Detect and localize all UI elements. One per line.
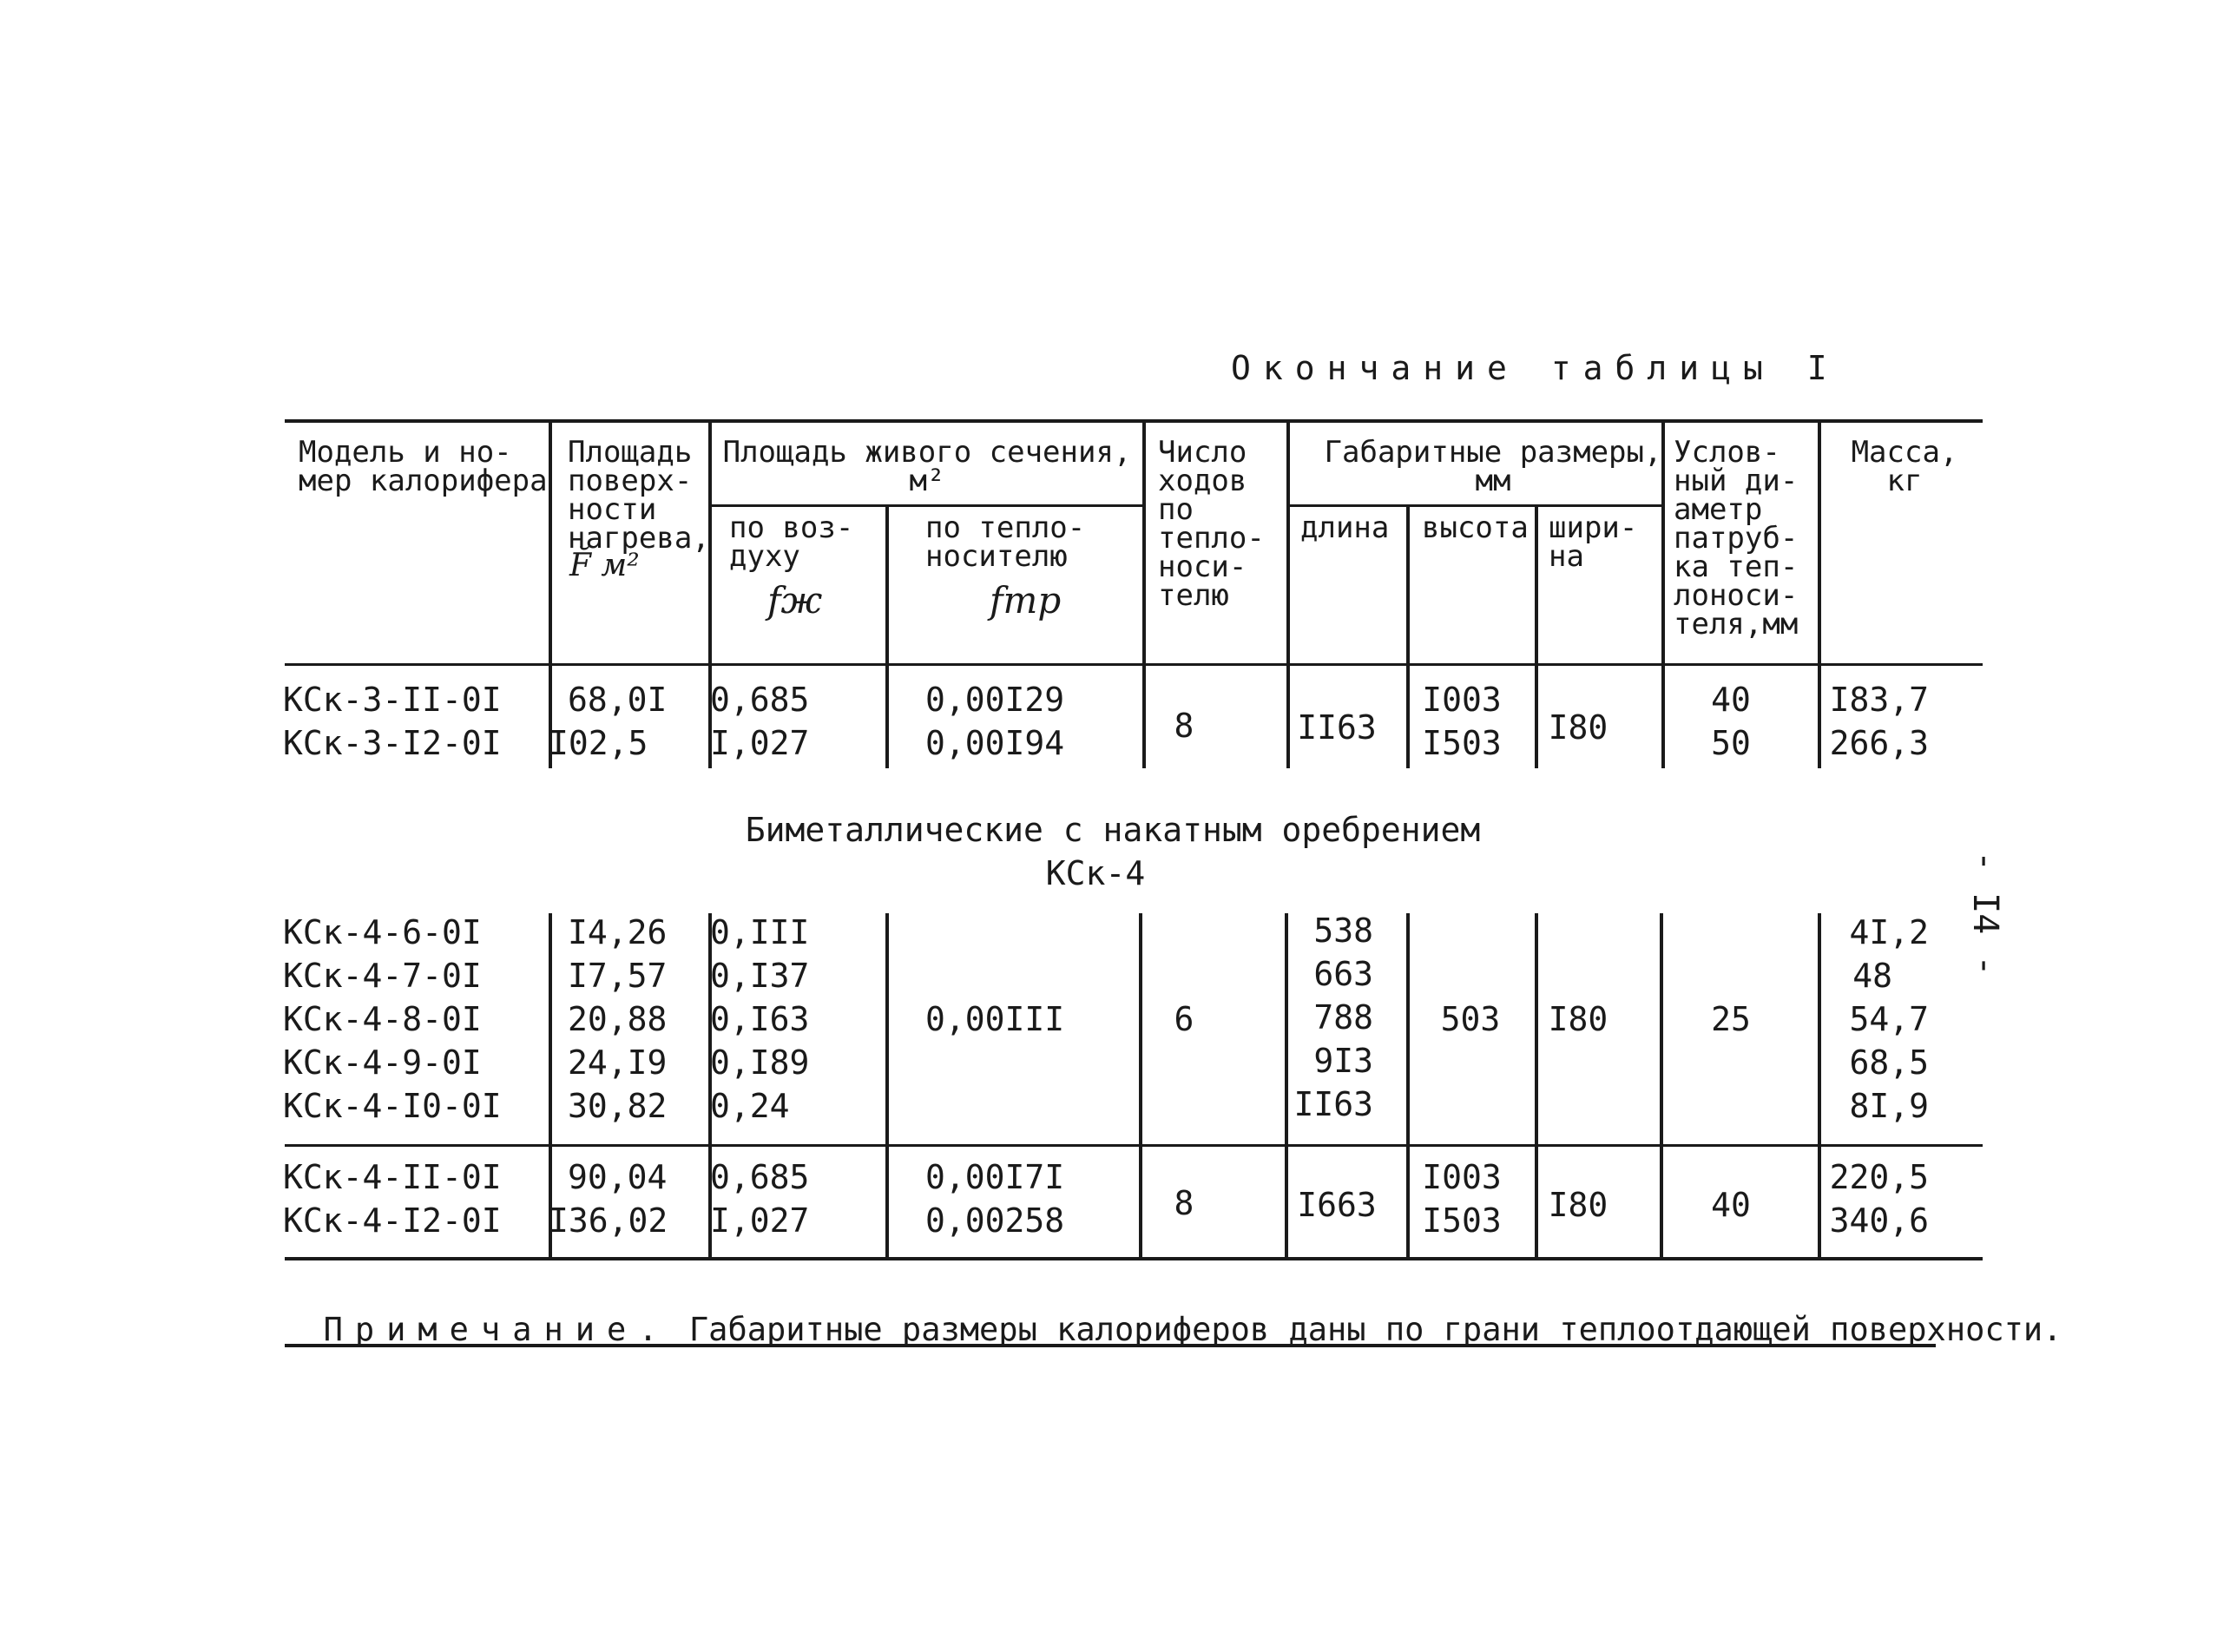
header-section: Площадь живого сечения, м² [722, 435, 1132, 498]
row-section-heat: 0,00I94 [925, 724, 1065, 762]
row-section-air: 0,I63 [710, 1000, 810, 1038]
row-height: I503 [1422, 1201, 1502, 1240]
note-label: Примечание. [323, 1311, 670, 1348]
row-model: КСк-4-I2-0I [283, 1201, 502, 1240]
header-model: Модель и но- мер калорифера [299, 435, 548, 498]
row-area: 30,82 [568, 1087, 668, 1125]
row-section-air: 0,685 [710, 681, 810, 719]
row-height: I003 [1422, 681, 1502, 719]
col-divider [1406, 913, 1410, 1257]
row-mass: 220,5 [1829, 1158, 1929, 1196]
header-length: длина [1300, 510, 1390, 545]
row-mass: 340,6 [1829, 1201, 1929, 1240]
group-passes: 8 [1174, 1184, 1194, 1222]
row-section-air: 0,24 [710, 1087, 790, 1125]
header-dims: Габаритные размеры, мм [1324, 435, 1662, 498]
col-divider [1139, 913, 1142, 1257]
header-area-symbol: F̆ м² [569, 548, 640, 583]
row-mass: 4I,2 [1849, 913, 1929, 951]
col-divider [1286, 419, 1290, 768]
row-mass: 8I,9 [1849, 1087, 1929, 1125]
col-divider [549, 419, 552, 768]
row-section-heat: 0,00I7I [925, 1158, 1065, 1196]
row-mass: 68,5 [1849, 1043, 1929, 1082]
group-width: I80 [1548, 1186, 1608, 1224]
col-divider [1818, 419, 1821, 768]
row-area: 24,I9 [568, 1043, 668, 1082]
col-divider [1406, 504, 1410, 768]
row-model: КСк-4-I0-0I [283, 1087, 502, 1125]
row-section-air: 0,I89 [710, 1043, 810, 1082]
row-model: КСк-4-7-0I [283, 957, 482, 995]
row-section-air: 0,685 [710, 1158, 810, 1196]
col-divider [1535, 504, 1538, 768]
table-bottom-rule [285, 1257, 1983, 1260]
row-area: 90,04 [568, 1158, 668, 1196]
header-passes: Число ходов по тепло- носи- телю [1158, 435, 1265, 613]
col-divider [1661, 419, 1665, 768]
row-area: 68,0I [568, 681, 668, 719]
row-mass: 54,7 [1849, 1000, 1929, 1038]
header-height: высота [1422, 510, 1529, 545]
row-model: КСк-3-I2-0I [283, 724, 502, 762]
row-model: КСк-4-8-0I [283, 1000, 482, 1038]
group-length: I663 [1297, 1186, 1377, 1224]
row-mass: 48 [1852, 957, 1892, 995]
row-mass: I83,7 [1829, 681, 1929, 719]
table-title: Окончание таблицы I [1231, 349, 1839, 387]
group-height: 503 [1440, 1000, 1501, 1038]
header-section-air-symbol: fж [767, 579, 823, 622]
row-length: II63 [1293, 1085, 1373, 1123]
row-height: I503 [1422, 724, 1502, 762]
row-section-air: 0,III [710, 913, 810, 951]
section-title: Биметаллические с накатным оребрением [745, 811, 1481, 849]
row-area: I36,02 [549, 1201, 668, 1240]
col-divider [1142, 419, 1146, 768]
row-length: 663 [1313, 955, 1373, 993]
row-model: КСк-4-II-0I [283, 1158, 502, 1196]
header-width: шири- на [1549, 510, 1638, 574]
row-height: I003 [1422, 1158, 1502, 1196]
col-divider [1818, 913, 1821, 1257]
group-length: II63 [1297, 708, 1377, 747]
row-area: I02,5 [549, 724, 648, 762]
row-model: КСк-4-9-0I [283, 1043, 482, 1082]
group-width: I80 [1548, 708, 1608, 747]
header-diameter: Услов- ный ди- аметр патруб- ка теп- лоноси- теля,мм [1674, 435, 1799, 642]
group-width: I80 [1548, 1000, 1608, 1038]
group-section-heat: 0,00III [925, 1000, 1065, 1038]
col-divider [1535, 913, 1538, 1257]
col-divider [1285, 913, 1288, 1257]
group-diameter: 40 [1711, 1186, 1751, 1224]
header-area: Площадь поверх- ности нагрева, [568, 435, 710, 556]
row-length: 788 [1313, 998, 1373, 1037]
row-section-air: 0,I37 [710, 957, 810, 995]
header-section-heat: по тепло- носителю [925, 510, 1086, 574]
group-passes: 6 [1174, 1000, 1194, 1038]
row-area: 20,88 [568, 1000, 668, 1038]
row-section-air: I,027 [710, 724, 810, 762]
row-length: 9I3 [1313, 1042, 1373, 1080]
group-diameter: 25 [1711, 1000, 1751, 1038]
dims-subheader-rule [1288, 504, 1665, 507]
table-top-rule [285, 419, 1983, 423]
page-number: - I4 - [1965, 851, 2005, 977]
group2-bottom-rule [285, 1144, 1983, 1147]
col-divider [885, 913, 889, 1257]
row-area: I7,57 [568, 957, 668, 995]
row-section-air: I,027 [710, 1201, 810, 1240]
row-model: КСк-4-6-0I [283, 913, 482, 951]
col-divider [885, 504, 889, 768]
row-area: I4,26 [568, 913, 668, 951]
header-bottom-rule [285, 663, 1983, 666]
section-subtitle: КСк-4 [1045, 854, 1146, 892]
row-length: 538 [1313, 912, 1373, 950]
header-section-heat-symbol: fтр [990, 579, 1062, 622]
row-section-heat: 0,00258 [925, 1201, 1065, 1240]
header-mass: Масса, кг [1851, 435, 1958, 498]
note [285, 1278, 2062, 1347]
col-divider [1660, 913, 1663, 1257]
row-section-heat: 0,00I29 [925, 681, 1065, 719]
row-model: КСк-3-II-0I [283, 681, 502, 719]
row-diameter: 50 [1711, 724, 1751, 762]
section-subheader-rule [710, 504, 1146, 507]
group-passes: 8 [1174, 707, 1194, 745]
header-section-air: по воз- духу [729, 510, 854, 574]
row-mass: 266,3 [1829, 724, 1929, 762]
row-diameter: 40 [1711, 681, 1751, 719]
note-text: Габаритные размеры калориферов даны по грани теплоотдающей поверхности. [688, 1311, 2062, 1348]
